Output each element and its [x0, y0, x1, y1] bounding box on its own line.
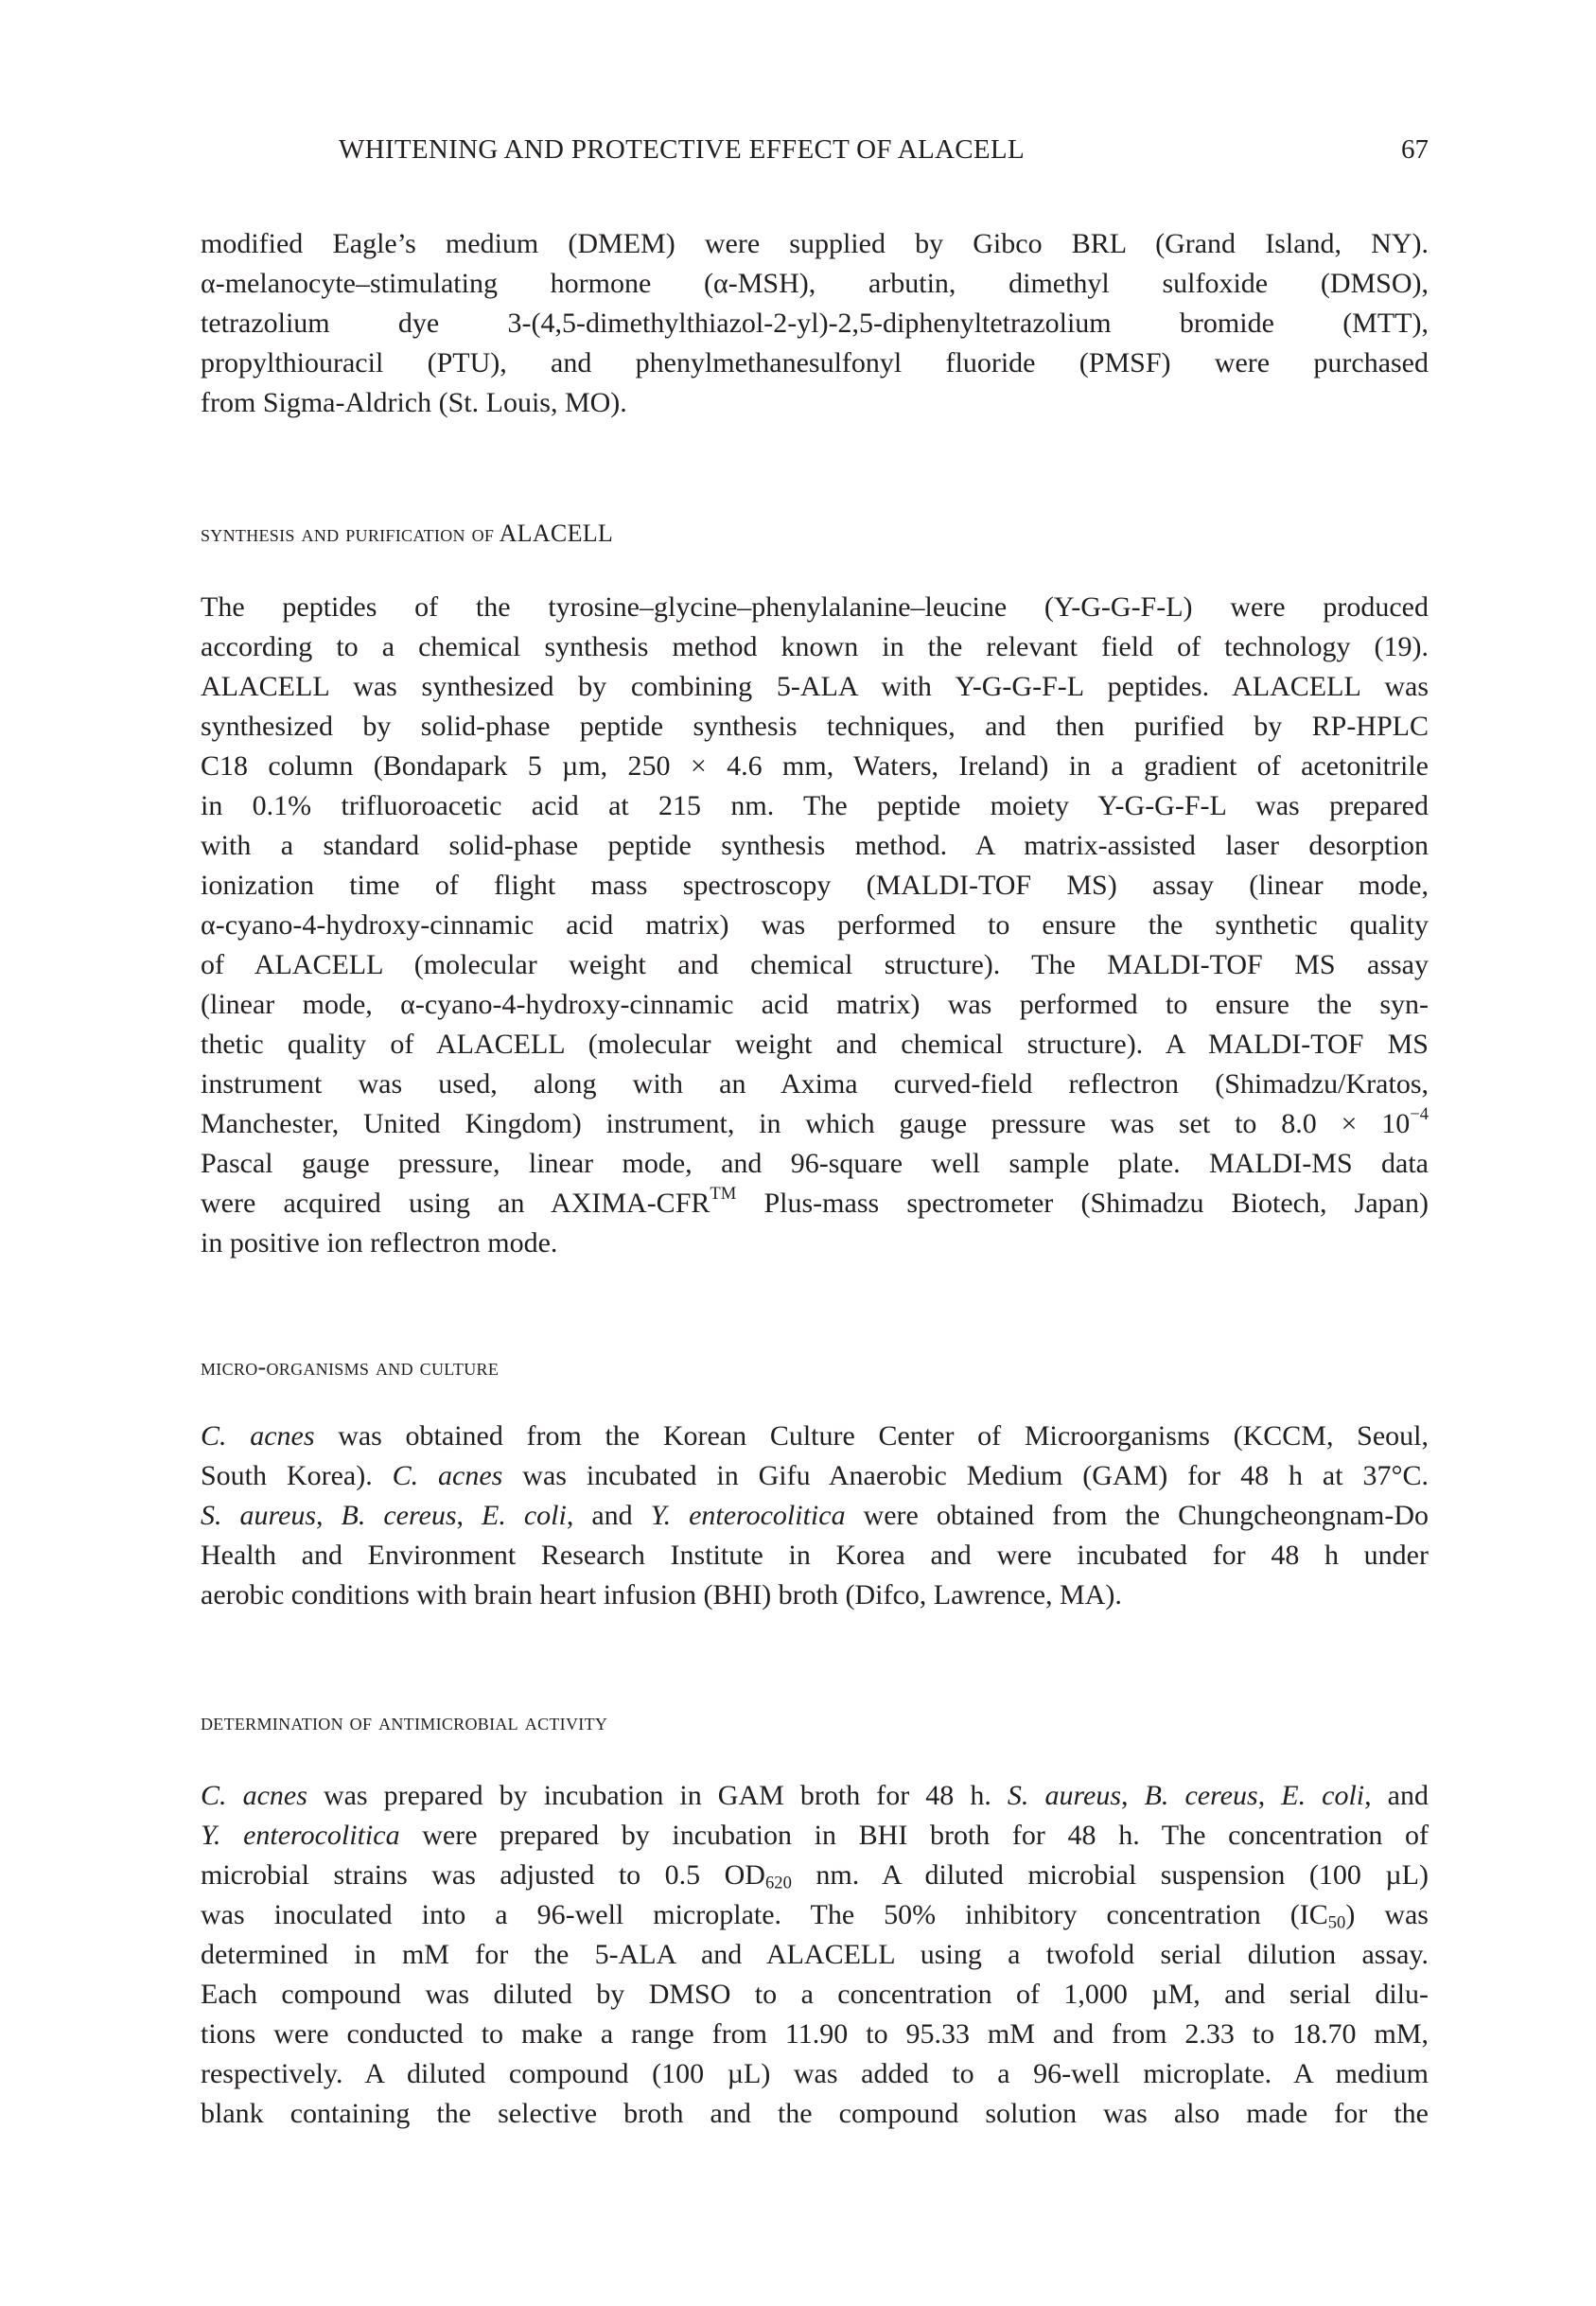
- italic-term: B. cereus: [1144, 1780, 1258, 1811]
- text-line: [201, 1776, 1429, 1816]
- text-run: , and: [566, 1500, 651, 1531]
- text-line: [201, 906, 1429, 945]
- text-run: were obtained from the Chungcheongnam-Do: [845, 1500, 1429, 1531]
- text-run: was prepared by incubation in GAM broth for 48 h.: [307, 1780, 1008, 1811]
- text-run: blank containing the selective broth and the compound solution was also made for the: [201, 2098, 1429, 2129]
- text-line: [201, 826, 1429, 866]
- text-run: modified Eagle’s medium (DMEM) were supplied by Gibco BRL (Grand Island, NY).: [201, 228, 1429, 259]
- text-line: [201, 2054, 1429, 2094]
- section-heading-microorganisms: micro-organisms and culture: [201, 1353, 500, 1381]
- text-line: [201, 383, 1429, 423]
- text-line: [201, 588, 1429, 627]
- text-run: α-cyano-4-hydroxy-cinnamic acid matrix) was performed to ensure the synthetic quality: [201, 909, 1429, 941]
- text-run: was incubated in Gifu Anaerobic Medium (GAM) for 48 h at 37°C.: [502, 1460, 1429, 1491]
- text-run: (linear mode, α-cyano-4-hydroxy-cinnamic acid matrix) was performed to ensure the syn-: [201, 989, 1429, 1020]
- italic-term: Y. enterocolitica: [650, 1500, 846, 1531]
- text-line: [201, 1065, 1429, 1104]
- paragraph-microorganisms: [201, 1417, 1429, 1615]
- text-run: C18 column (Bondapark 5 µm, 250 × 4.6 mm, Waters, Ireland) in a gradient of acetonitrile: [201, 750, 1429, 782]
- text-line: [201, 1895, 1429, 1935]
- italic-term: B. cereus: [341, 1500, 457, 1531]
- text-run: of ALACELL (molecular weight and chemical structure). The MALDI-TOF MS assay: [201, 949, 1429, 980]
- text-run: were prepared by incubation in BHI broth for 48 h. The concentration of: [399, 1820, 1429, 1851]
- text-line: [201, 1575, 1429, 1615]
- running-header: [201, 131, 1429, 168]
- text-line: [201, 264, 1429, 304]
- text-run: thetic quality of ALACELL (molecular weight and chemical structure). A MALDI-TOF MS: [201, 1029, 1429, 1060]
- text-run: synthesized by solid-phase peptide synthesis techniques, and then purified by RP-HPLC: [201, 711, 1429, 742]
- text-line: [201, 1025, 1429, 1065]
- text-run: ) was: [1345, 1899, 1429, 1930]
- page-number: 67: [1401, 134, 1429, 165]
- text-line: [201, 627, 1429, 667]
- text-run: South Korea).: [201, 1460, 393, 1491]
- text-run: according to a chemical synthesis method known in the relevant field of technology (19).: [201, 631, 1429, 662]
- text-run: propylthiouracil (PTU), and phenylmethanesulfonyl fluoride (PMSF) were purchased: [201, 347, 1429, 378]
- text-line: [201, 1496, 1429, 1536]
- paragraph-antimicrobial: [201, 1776, 1429, 2134]
- text-line: [201, 1856, 1429, 1895]
- text-run: The peptides of the tyrosine–glycine–phenylalanine–leucine (Y-G-G-F-L) were produced: [201, 591, 1429, 623]
- text-line: [201, 747, 1429, 786]
- italic-term: S. aureus: [201, 1500, 317, 1531]
- text-run: α-melanocyte–stimulating hormone (α-MSH), arbutin, dimethyl sulfoxide (DMSO),: [201, 268, 1429, 299]
- text-run: microbial strains was adjusted to 0.5 OD: [201, 1859, 765, 1891]
- text-run: in 0.1% trifluoroacetic acid at 215 nm. The peptide moiety Y-G-G-F-L was prepared: [201, 790, 1429, 821]
- text-line: [201, 707, 1429, 747]
- text-line: [201, 1816, 1429, 1856]
- text-line: [201, 1536, 1429, 1575]
- text-run: aerobic conditions with brain heart infusion (BHI) broth (Difco, Lawrence, MA).: [201, 1579, 1122, 1611]
- italic-term: C. acnes: [201, 1420, 315, 1452]
- supscript: TM: [710, 1184, 737, 1205]
- text-run: in positive ion reflectron mode.: [201, 1227, 558, 1259]
- text-run: ,: [316, 1500, 342, 1531]
- text-run: nm. A diluted microbial suspension (100 µL): [791, 1859, 1429, 1891]
- text-line: [201, 866, 1429, 906]
- supscript: −4: [1410, 1104, 1429, 1125]
- text-run: respectively. A diluted compound (100 µL) was added to a 96-well microplate. A medium: [201, 2058, 1429, 2089]
- text-line: [201, 2094, 1429, 2134]
- text-line: [201, 1975, 1429, 2015]
- text-line: [201, 1104, 1429, 1144]
- text-line: [201, 1184, 1429, 1223]
- text-run: with a standard solid-phase peptide synthesis method. A matrix-assisted laser desorption: [201, 830, 1429, 861]
- italic-term: C. acnes: [201, 1780, 307, 1811]
- text-run: tetrazolium dye 3-(4,5-dimethylthiazol-2-yl)-2,5-diphenyltetrazolium bromide (MTT),: [201, 308, 1429, 339]
- text-run: instrument was used, along with an Axima curved-field reflectron (Shimadzu/Kratos,: [201, 1068, 1429, 1100]
- text-line: [201, 786, 1429, 826]
- section-heading-synthesis: synthesis and purification of ALACELL: [201, 519, 614, 547]
- text-line: [201, 304, 1429, 343]
- text-run: ,: [456, 1500, 482, 1531]
- text-run: Pascal gauge pressure, linear mode, and 96-square well sample plate. MALDI-MS data: [201, 1148, 1429, 1179]
- italic-term: C. acnes: [392, 1460, 503, 1491]
- text-line: [201, 1417, 1429, 1456]
- subscript: 620: [764, 1873, 792, 1893]
- section-heading-antimicrobial: determination of antimicrobial activity: [201, 1708, 608, 1735]
- text-line: [201, 1223, 1429, 1263]
- text-line: [201, 667, 1429, 707]
- text-line: [201, 985, 1429, 1025]
- text-line: [201, 224, 1429, 264]
- text-line: [201, 945, 1429, 985]
- paragraph-synthesis: [201, 588, 1429, 1263]
- text-line: [201, 1144, 1429, 1184]
- text-line: [201, 2015, 1429, 2054]
- running-title: WHITENING AND PROTECTIVE EFFECT OF ALACELL: [339, 134, 1025, 165]
- text-run: Manchester, United Kingdom) instrument, in which gauge pressure was set to 8.0 × 10: [201, 1108, 1411, 1139]
- text-run: from Sigma-Aldrich (St. Louis, MO).: [201, 387, 627, 418]
- text-run: Plus-mass spectrometer (Shimadzu Biotech, Japan): [736, 1188, 1429, 1219]
- italic-term: S. aureus: [1007, 1780, 1122, 1811]
- italic-term: Y. enterocolitica: [201, 1820, 400, 1851]
- paragraph-reagents: [201, 224, 1429, 423]
- text-run: tions were conducted to make a range from 11.90 to 95.33 mM and from 2.33 to 18.70 mM,: [201, 2018, 1429, 2050]
- text-run: ALACELL was synthesized by combining 5-ALA with Y-G-G-F-L peptides. ALACELL was: [201, 671, 1429, 702]
- italic-term: E. coli: [482, 1500, 567, 1531]
- text-run: ionization time of flight mass spectroscopy (MALDI-TOF MS) assay (linear mode,: [201, 870, 1429, 901]
- text-run: Each compound was diluted by DMSO to a concentration of 1,000 µM, and serial dilu-: [201, 1979, 1429, 2010]
- text-run: was obtained from the Korean Culture Center of Microorganisms (KCCM, Seoul,: [314, 1420, 1429, 1452]
- text-run: ,: [1257, 1780, 1282, 1811]
- text-line: [201, 1935, 1429, 1975]
- text-run: ,: [1121, 1780, 1145, 1811]
- subscript: 50: [1327, 1912, 1346, 1933]
- text-run: determined in mM for the 5-ALA and ALACELL using a twofold serial dilution assay.: [201, 1939, 1429, 1970]
- text-run: were acquired using an AXIMA-CFR: [201, 1188, 710, 1219]
- text-line: [201, 343, 1429, 383]
- text-line: [201, 1456, 1429, 1496]
- text-run: , and: [1364, 1780, 1429, 1811]
- italic-term: E. coli: [1281, 1780, 1365, 1811]
- text-run: Health and Environment Research Institute in Korea and were incubated for 48 h under: [201, 1540, 1429, 1571]
- text-run: was inoculated into a 96-well microplate. The 50% inhibitory concentration (IC: [201, 1899, 1328, 1930]
